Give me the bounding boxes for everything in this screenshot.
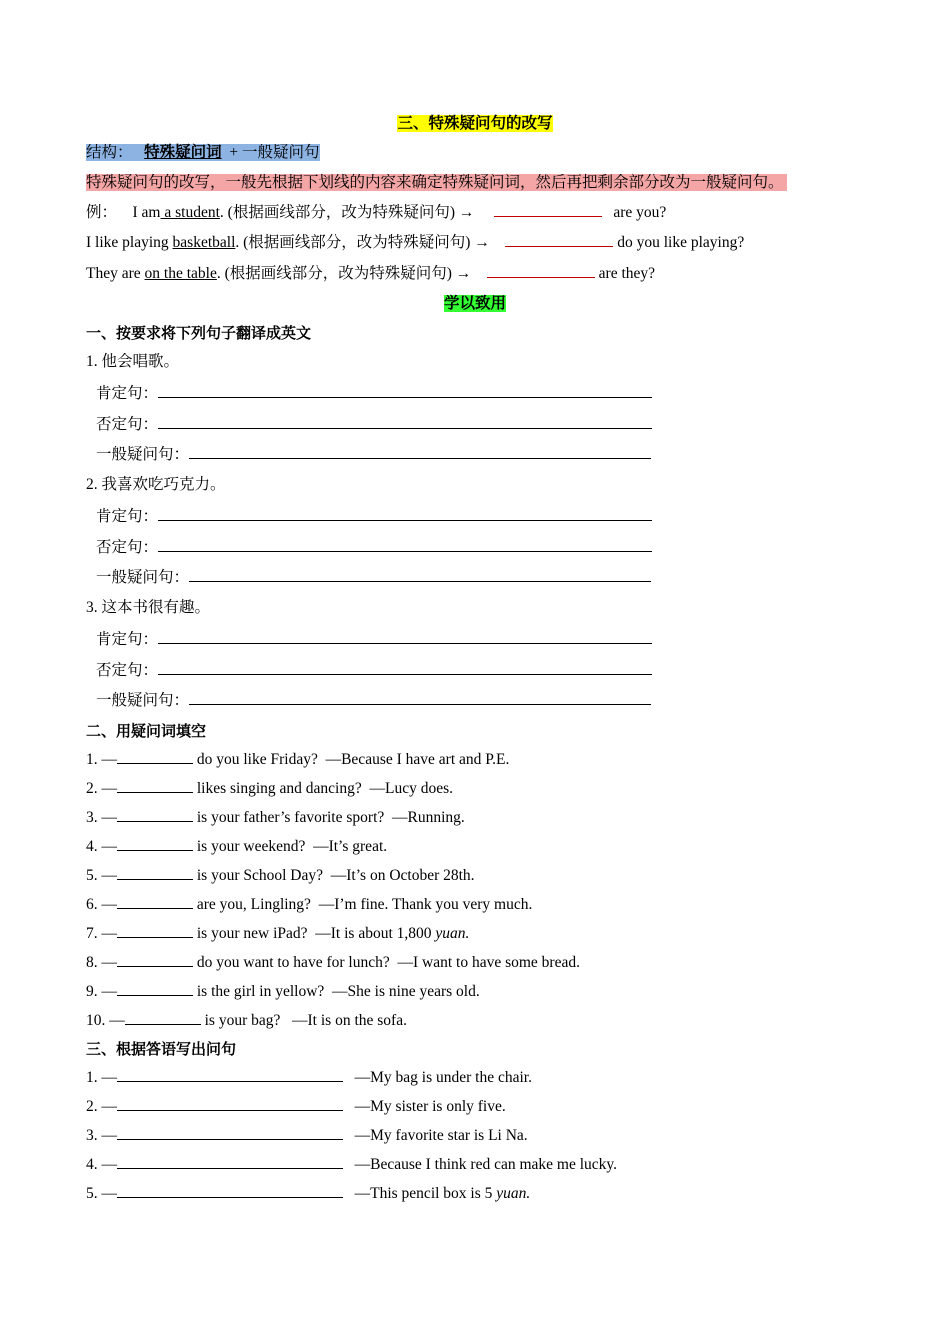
- question-row: 7. — is your new iPad? —It is about 1,800 yuan.: [86, 925, 470, 942]
- negative-line: 否定句：: [96, 414, 652, 435]
- answer-blank: [494, 204, 602, 217]
- question-input[interactable]: [117, 1067, 343, 1082]
- arrow-icon: →: [474, 234, 490, 251]
- part1-item: 2. 我喜欢吃巧克力。: [86, 476, 226, 493]
- question-row: 4. — is your weekend? —It’s great.: [86, 838, 388, 855]
- answer-input[interactable]: [158, 414, 652, 429]
- general-question-line: 一般疑问句：: [96, 690, 651, 711]
- answer-input[interactable]: [117, 865, 193, 880]
- section-title: 三、特殊疑问句的改写: [397, 115, 553, 132]
- answer-blank: [505, 234, 613, 247]
- answer-input[interactable]: [189, 567, 651, 582]
- answer-input[interactable]: [117, 894, 193, 909]
- structure-wh-word: 特殊疑问词: [144, 144, 222, 161]
- structure-highlight: [86, 144, 320, 161]
- general-question-line: 一般疑问句：: [96, 567, 651, 588]
- answer-input[interactable]: [117, 778, 193, 793]
- answer-input[interactable]: [117, 836, 193, 851]
- answer-input[interactable]: [158, 383, 652, 398]
- question-row: 6. — are you, Lingling? —I’m fine. Thank you very much.: [86, 896, 533, 913]
- question-row: 5. — is your School Day? —It’s on October 28th.: [86, 867, 475, 884]
- structure-plus: +: [229, 144, 239, 161]
- rule-text: 特殊疑问句的改写，一般先根据下划线的内容来确定特殊疑问词，然后再把剩余部分改为一般疑问句。: [86, 174, 784, 191]
- answer-input[interactable]: [158, 629, 652, 644]
- practice-title: 学以致用: [443, 295, 506, 312]
- arrow-icon: →: [458, 204, 475, 221]
- negative-line: 否定句：: [96, 660, 652, 681]
- positive-line: 肯定句：: [96, 383, 652, 404]
- structure-line: [86, 143, 320, 163]
- answer-input[interactable]: [117, 807, 193, 822]
- structure-label: 结构：: [86, 144, 133, 161]
- positive-line: 肯定句：: [96, 629, 652, 650]
- answer-input[interactable]: [158, 537, 652, 552]
- answer-input[interactable]: [158, 506, 652, 521]
- answer-input[interactable]: [117, 952, 193, 967]
- part1-item: 3. 这本书很有趣。: [86, 599, 211, 616]
- part1-item: 1. 他会唱歌。: [86, 353, 180, 370]
- answer-blank: [487, 265, 595, 278]
- answer-row: 5. — —This pencil box is 5 yuan.: [86, 1185, 531, 1202]
- answer-input[interactable]: [117, 981, 193, 996]
- question-input[interactable]: [117, 1125, 343, 1140]
- part1-title: 一、按要求将下列句子翻译成英文: [86, 324, 312, 342]
- example-row: 例： I am a student. (根据画线部分，改为特殊疑问句) → are you?: [86, 204, 667, 221]
- general-question-line: 一般疑问句：: [96, 444, 651, 465]
- structure-general-question: 一般疑问句: [242, 144, 320, 161]
- answer-row: 2. — —My sister is only five.: [86, 1098, 506, 1115]
- answer-input[interactable]: [117, 923, 193, 938]
- question-row: 1. — do you like Friday? —Because I have art and P.E.: [86, 751, 510, 768]
- positive-line: 肯定句：: [96, 506, 652, 527]
- answer-input[interactable]: [117, 749, 193, 764]
- answer-input[interactable]: [158, 660, 652, 675]
- answer-input[interactable]: [125, 1010, 201, 1025]
- question-row: 8. — do you want to have for lunch? —I want to have some bread.: [86, 954, 580, 971]
- question-row: 10. — is your bag? —It is on the sofa.: [86, 1012, 407, 1029]
- example-row: They are on the table. (根据画线部分，改为特殊疑问句) → are they?: [86, 265, 656, 282]
- question-row: 3. — is your father’s favorite sport? —Running.: [86, 809, 465, 826]
- question-input[interactable]: [117, 1096, 343, 1111]
- question-row: 9. — is the girl in yellow? —She is nine years old.: [86, 983, 480, 1000]
- negative-line: 否定句：: [96, 537, 652, 558]
- part2-title: 二、用疑问词填空: [86, 722, 207, 740]
- answer-row: 3. — —My favorite star is Li Na.: [86, 1127, 528, 1144]
- question-input[interactable]: [117, 1183, 343, 1198]
- question-row: 2. — likes singing and dancing? —Lucy does.: [86, 780, 454, 797]
- example-row: I like playing basketball. (根据画线部分，改为特殊疑问句) → do you like playing?: [86, 234, 745, 251]
- question-input[interactable]: [117, 1154, 343, 1169]
- arrow-icon: →: [455, 265, 472, 282]
- answer-input[interactable]: [189, 444, 651, 459]
- rule-line: [86, 173, 787, 193]
- answer-row: 1. — —My bag is under the chair.: [86, 1069, 532, 1086]
- answer-input[interactable]: [189, 690, 651, 705]
- answer-row: 4. — —Because I think red can make me lucky.: [86, 1156, 618, 1173]
- part3-title: 三、根据答语写出问句: [86, 1040, 237, 1058]
